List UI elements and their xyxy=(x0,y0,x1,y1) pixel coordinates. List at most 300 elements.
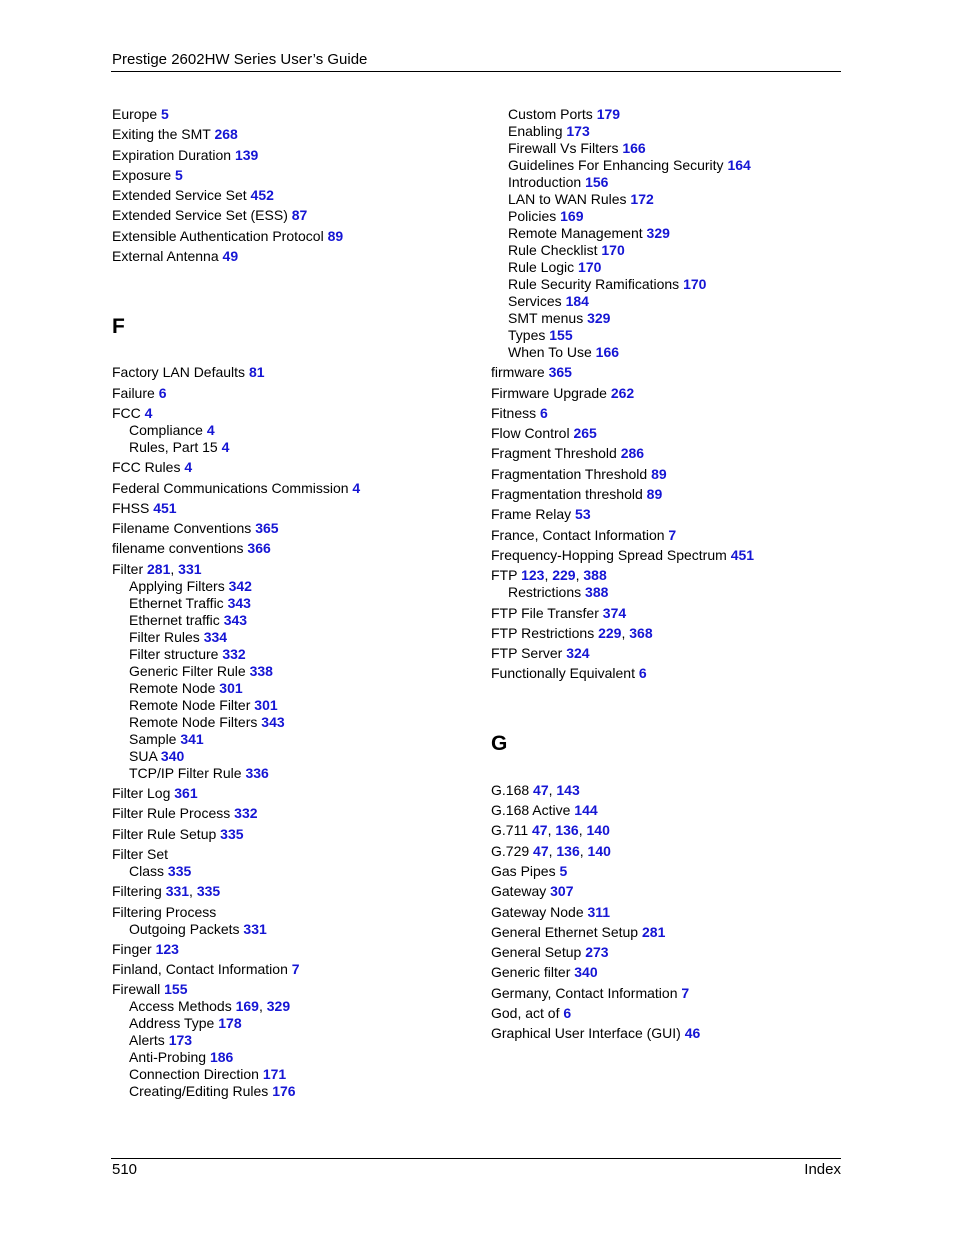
index-term: TCP/IP Filter Rule xyxy=(129,764,242,781)
index-entry xyxy=(112,147,360,164)
page-reference-link[interactable]: 176 xyxy=(272,1083,296,1100)
index-term: Extended Service Set (ESS) xyxy=(112,207,288,224)
index-term: G.168 xyxy=(491,781,530,798)
index-term: G.711 xyxy=(491,822,529,839)
index-entry xyxy=(112,883,360,900)
index-entry xyxy=(491,883,754,900)
page-reference-link[interactable]: 89 xyxy=(651,465,667,482)
index-subentry xyxy=(491,259,754,276)
index-term: Expiration Duration xyxy=(112,146,232,163)
page-reference-link[interactable]: 324 xyxy=(566,645,590,662)
index-entry xyxy=(112,904,360,921)
letter-spacer xyxy=(112,265,360,315)
letter-spacer xyxy=(112,339,360,361)
page-separator: , xyxy=(258,998,267,1015)
index-term: Remote Node Filter xyxy=(129,696,251,713)
index-subentry xyxy=(112,629,360,646)
index-term: Remote Management xyxy=(508,225,643,241)
index-subentry xyxy=(112,422,360,439)
page-reference-link[interactable]: 87 xyxy=(291,207,308,224)
index-entry xyxy=(491,405,754,422)
index-term: LAN to WAN Rules xyxy=(508,191,627,207)
page-reference-link[interactable]: 156 xyxy=(585,174,609,190)
page-reference-link[interactable]: 7 xyxy=(668,526,677,543)
index-term: Class xyxy=(129,862,165,879)
index-subentry xyxy=(112,697,360,714)
page-reference-link[interactable]: 4 xyxy=(206,421,215,438)
page-reference-link[interactable]: 262 xyxy=(610,384,635,401)
page-reference-link[interactable]: 170 xyxy=(578,259,602,275)
page-reference-link[interactable]: 301 xyxy=(254,696,278,713)
page-reference-link[interactable]: 123 xyxy=(521,567,545,584)
index-term: Firewall xyxy=(112,981,161,998)
page-reference-link[interactable]: 307 xyxy=(550,883,574,900)
index-subentry xyxy=(491,123,754,140)
index-term: God, act of xyxy=(491,1005,560,1022)
index-term: When To Use xyxy=(508,344,592,360)
page-reference-link[interactable]: 136 xyxy=(555,822,579,839)
index-term: Guidelines For Enhancing Security xyxy=(508,157,724,173)
page-reference-link[interactable]: 366 xyxy=(247,540,271,557)
index-term: Creating/Editing Rules xyxy=(129,1083,269,1100)
page-separator: , xyxy=(547,822,556,839)
page-reference-link[interactable]: 332 xyxy=(222,645,246,662)
index-entry xyxy=(112,167,360,184)
page-reference-link[interactable]: 7 xyxy=(291,961,300,978)
page-reference-link[interactable]: 311 xyxy=(587,903,611,920)
page-reference-link[interactable]: 5 xyxy=(175,166,183,183)
index-entry xyxy=(491,645,754,662)
page-reference-link[interactable]: 374 xyxy=(602,604,627,621)
index-term: Flow Control xyxy=(491,425,570,442)
index-term: Graphical User Interface (GUI) xyxy=(491,1025,681,1042)
index-term: SUA xyxy=(129,747,158,764)
page-reference-link[interactable]: 335 xyxy=(220,825,244,842)
page-reference-link[interactable]: 365 xyxy=(255,520,279,537)
page-reference-link[interactable]: 340 xyxy=(160,747,185,764)
index-subentry xyxy=(491,157,754,174)
index-subentry xyxy=(112,921,360,938)
page-reference-link[interactable]: 329 xyxy=(266,998,291,1015)
index-entry xyxy=(112,826,360,843)
index-term: G.168 Active xyxy=(491,802,571,819)
page-reference-link[interactable]: 170 xyxy=(683,276,707,292)
index-entry xyxy=(491,964,754,981)
page-number: 510 xyxy=(112,1161,138,1178)
index-subentry xyxy=(112,1015,360,1032)
index-subentry xyxy=(491,140,754,157)
section-name: Index xyxy=(804,1161,841,1178)
page-reference-link[interactable]: 4 xyxy=(184,459,193,476)
index-term: Filtering xyxy=(112,883,162,900)
page-reference-link[interactable]: 155 xyxy=(164,981,188,998)
index-term: Gateway xyxy=(491,883,547,900)
index-subentry xyxy=(491,584,754,601)
index-subentry xyxy=(112,680,360,697)
index-term: Exiting the SMT xyxy=(112,126,211,143)
index-term: Rule Logic xyxy=(508,259,575,275)
page-reference-link[interactable]: 140 xyxy=(587,842,611,859)
page-reference-link[interactable]: 368 xyxy=(629,624,653,641)
page-reference-link[interactable]: 169 xyxy=(235,998,259,1015)
page-reference-link[interactable]: 169 xyxy=(560,208,584,224)
page-reference-link[interactable]: 184 xyxy=(565,293,589,309)
index-term: Rule Checklist xyxy=(508,242,598,258)
page-reference-link[interactable]: 143 xyxy=(556,781,580,798)
page-reference-link[interactable]: 229 xyxy=(552,567,576,584)
page-reference-link[interactable]: 273 xyxy=(585,944,609,961)
index-term: Filter Rules xyxy=(129,628,200,645)
index-subentry xyxy=(112,595,360,612)
index-term: Finland, Contact Information xyxy=(112,961,288,978)
page-reference-link[interactable]: 338 xyxy=(249,662,273,679)
index-term: FTP Restrictions xyxy=(491,624,595,641)
page-reference-link[interactable]: 343 xyxy=(223,611,248,628)
index-term: Filter Rule Process xyxy=(112,805,231,822)
page-separator: , xyxy=(170,560,179,577)
index-subentry xyxy=(491,327,754,344)
page-reference-link[interactable]: 341 xyxy=(180,730,204,747)
index-term: Alerts xyxy=(129,1032,165,1049)
index-term: Extensible Authentication Protocol xyxy=(112,227,324,244)
index-subentry xyxy=(112,612,360,629)
index-term: FCC Rules xyxy=(112,459,181,476)
page-separator: , xyxy=(578,822,587,839)
page-reference-link[interactable]: 340 xyxy=(574,964,598,981)
index-entry xyxy=(112,805,360,822)
page-reference-link[interactable]: 89 xyxy=(646,486,663,503)
page-reference-link[interactable]: 335 xyxy=(196,883,221,900)
index-entry xyxy=(491,527,754,544)
index-subentry xyxy=(112,578,360,595)
index-term: External Antenna xyxy=(112,248,219,265)
page-reference-link[interactable]: 46 xyxy=(684,1025,701,1042)
page-reference-link[interactable]: 6 xyxy=(563,1005,572,1022)
index-column-right xyxy=(491,106,754,1042)
index-entry xyxy=(491,1025,754,1042)
page-reference-link[interactable]: 4 xyxy=(144,404,153,421)
index-term: Fragment Threshold xyxy=(491,445,617,462)
index-subentry xyxy=(491,293,754,310)
page-separator: , xyxy=(548,781,557,798)
page-reference-link[interactable]: 281 xyxy=(642,923,666,940)
page-reference-link[interactable]: 331 xyxy=(165,883,190,900)
index-term: Services xyxy=(508,293,562,309)
letter-spacer xyxy=(491,682,754,732)
page-reference-link[interactable]: 335 xyxy=(167,862,192,879)
index-term: Rules, Part 15 xyxy=(129,438,218,455)
index-entry xyxy=(491,547,754,564)
page-reference-link[interactable]: 451 xyxy=(730,546,755,563)
footer-divider xyxy=(111,1158,841,1159)
index-term: Functionally Equivalent xyxy=(491,665,635,682)
page-reference-link[interactable]: 47 xyxy=(533,781,549,798)
index-entry xyxy=(491,445,754,462)
index-term: Frame Relay xyxy=(491,506,572,523)
index-entry xyxy=(112,106,360,123)
index-subentry xyxy=(491,191,754,208)
page-reference-link[interactable]: 343 xyxy=(227,594,251,611)
index-entry xyxy=(491,985,754,1002)
index-term: Anti-Probing xyxy=(129,1049,207,1066)
page-reference-link[interactable]: 140 xyxy=(586,822,610,839)
index-subentry xyxy=(112,1032,360,1049)
page-reference-link[interactable]: 388 xyxy=(583,567,607,584)
index-entry xyxy=(112,961,360,978)
page-reference-link[interactable]: 139 xyxy=(234,146,259,163)
index-term: Firewall Vs Filters xyxy=(508,140,619,156)
index-subentry xyxy=(491,208,754,225)
index-term: General Ethernet Setup xyxy=(491,923,639,940)
page-separator: , xyxy=(544,567,553,584)
index-term: Enabling xyxy=(508,123,563,139)
index-term: Fragmentation threshold xyxy=(491,486,643,503)
page-reference-link[interactable]: 47 xyxy=(533,842,549,859)
index-subentry xyxy=(112,1049,360,1066)
page-reference-link[interactable]: 166 xyxy=(595,344,620,360)
index-term: Applying Filters xyxy=(129,577,225,594)
index-term: firmware xyxy=(491,364,545,381)
page-reference-link[interactable]: 365 xyxy=(548,364,572,381)
page-reference-link[interactable]: 6 xyxy=(158,384,167,401)
index-term: Rule Security Ramifications xyxy=(508,276,680,292)
index-entry xyxy=(112,941,360,958)
index-entry xyxy=(112,364,360,381)
page-reference-link[interactable]: 171 xyxy=(262,1066,287,1083)
index-term: Extended Service Set xyxy=(112,187,247,204)
index-entry xyxy=(112,228,360,245)
page-reference-link[interactable]: 4 xyxy=(352,479,361,496)
page-reference-link[interactable]: 331 xyxy=(178,560,202,577)
page-separator: , xyxy=(621,624,630,641)
index-term: Firmware Upgrade xyxy=(491,384,607,401)
index-entry xyxy=(491,904,754,921)
index-subentry xyxy=(112,998,360,1015)
index-entry xyxy=(112,500,360,517)
index-entry xyxy=(112,385,360,402)
index-entry xyxy=(112,520,360,537)
index-subentry xyxy=(491,344,754,361)
index-letter-heading: G xyxy=(491,732,508,756)
page-reference-link[interactable]: 451 xyxy=(153,499,177,516)
page-reference-link[interactable]: 342 xyxy=(228,577,252,594)
index-term: Outgoing Packets xyxy=(129,920,240,937)
index-term: General Setup xyxy=(491,944,582,961)
index-entry xyxy=(112,785,360,802)
page-reference-link[interactable]: 331 xyxy=(243,920,267,937)
index-subentry xyxy=(491,242,754,259)
index-subentry xyxy=(491,276,754,293)
page-reference-link[interactable]: 5 xyxy=(161,106,169,122)
index-term: Fitness xyxy=(491,404,537,421)
letter-spacer xyxy=(491,756,754,778)
index-entry xyxy=(491,1005,754,1022)
index-term: Introduction xyxy=(508,174,582,190)
index-term: FHSS xyxy=(112,499,150,516)
index-entry xyxy=(112,846,360,863)
index-entry xyxy=(491,364,754,381)
page-separator: , xyxy=(548,842,557,859)
index-entry xyxy=(491,466,754,483)
index-term: Filter xyxy=(112,560,144,577)
index-subentry xyxy=(112,663,360,680)
index-term: Gas Pipes xyxy=(491,862,556,879)
index-entry xyxy=(491,625,754,642)
page-separator: , xyxy=(579,842,588,859)
index-entry xyxy=(112,459,360,476)
page-reference-link[interactable]: 7 xyxy=(681,984,690,1001)
page-reference-link[interactable]: 336 xyxy=(245,764,269,781)
index-subentry xyxy=(112,863,360,880)
index-term: FTP xyxy=(491,567,518,584)
index-subentry xyxy=(491,310,754,327)
index-term: Filter Set xyxy=(112,845,169,862)
page-reference-link[interactable]: 123 xyxy=(155,940,179,957)
page-reference-link[interactable]: 47 xyxy=(532,822,548,839)
page-reference-link[interactable]: 155 xyxy=(549,327,573,343)
page-reference-link[interactable]: 144 xyxy=(574,802,598,819)
index-term: Connection Direction xyxy=(129,1066,259,1083)
index-term: SMT menus xyxy=(508,310,584,326)
index-term: Access Methods xyxy=(129,998,232,1015)
index-subentry xyxy=(112,765,360,782)
index-entry xyxy=(112,981,360,998)
page-reference-link[interactable]: 229 xyxy=(598,624,622,641)
index-term: Custom Ports xyxy=(508,106,593,122)
page-separator: , xyxy=(189,883,197,900)
index-term: Europe xyxy=(112,106,158,122)
index-entry xyxy=(491,802,754,819)
index-term: Remote Node Filters xyxy=(129,713,258,730)
index-entry xyxy=(491,924,754,941)
page-reference-link[interactable]: 81 xyxy=(248,364,265,381)
index-entry xyxy=(491,822,754,839)
index-entry xyxy=(112,480,360,497)
page-reference-link[interactable]: 164 xyxy=(727,157,751,173)
page-reference-link[interactable]: 329 xyxy=(646,225,670,241)
index-term: filename conventions xyxy=(112,540,244,557)
index-entry xyxy=(491,843,754,860)
page-reference-link[interactable]: 136 xyxy=(556,842,580,859)
page-reference-link[interactable]: 265 xyxy=(573,425,597,442)
page-reference-link[interactable]: 301 xyxy=(219,679,243,696)
page-reference-link[interactable]: 49 xyxy=(222,248,239,265)
page-reference-link[interactable]: 286 xyxy=(620,445,645,462)
page-reference-link[interactable]: 53 xyxy=(575,506,591,523)
index-term: Filename Conventions xyxy=(112,520,252,537)
index-term: Policies xyxy=(508,208,557,224)
page-reference-link[interactable]: 334 xyxy=(203,628,228,645)
index-term: Restrictions xyxy=(508,584,582,601)
index-subentry xyxy=(112,439,360,456)
index-term: Compliance xyxy=(129,421,203,438)
index-term: Types xyxy=(508,327,546,343)
index-term: Gateway Node xyxy=(491,903,584,920)
page-reference-link[interactable]: 172 xyxy=(630,191,654,207)
index-term: G.729 xyxy=(491,842,530,859)
index-term: Filter Log xyxy=(112,785,171,802)
page-reference-link[interactable]: 166 xyxy=(622,140,646,156)
page-reference-link[interactable]: 281 xyxy=(147,560,171,577)
index-entry xyxy=(112,561,360,578)
index-entry xyxy=(491,944,754,961)
index-entry xyxy=(491,567,754,584)
index-subentry xyxy=(491,174,754,191)
page-reference-link[interactable]: 173 xyxy=(168,1032,193,1049)
page-reference-link[interactable]: 4 xyxy=(221,438,230,455)
index-term: Filter structure xyxy=(129,645,219,662)
index-entry xyxy=(112,248,360,265)
index-subentry xyxy=(491,106,754,123)
page-reference-link[interactable]: 170 xyxy=(601,242,625,258)
index-entry xyxy=(112,187,360,204)
page-reference-link[interactable]: 5 xyxy=(559,862,568,879)
index-subentry xyxy=(112,714,360,731)
index-term: Filter Rule Setup xyxy=(112,825,217,842)
page-reference-link[interactable]: 186 xyxy=(209,1049,234,1066)
index-letter-heading: F xyxy=(112,315,125,339)
index-term: FTP File Transfer xyxy=(491,604,599,621)
index-term: FTP Server xyxy=(491,645,563,662)
index-entry xyxy=(112,405,360,422)
page-reference-link[interactable]: 6 xyxy=(638,665,647,682)
index-entry xyxy=(491,782,754,799)
page-reference-link[interactable]: 173 xyxy=(566,123,590,139)
index-term: France, Contact Information xyxy=(491,526,665,543)
page-reference-link[interactable]: 6 xyxy=(540,404,548,421)
index-subentry xyxy=(112,646,360,663)
index-subentry xyxy=(491,225,754,242)
index-term: Finger xyxy=(112,940,152,957)
index-entry xyxy=(491,605,754,622)
index-term: Generic filter xyxy=(491,964,571,981)
index-term: Ethernet Traffic xyxy=(129,594,224,611)
index-entry xyxy=(491,506,754,523)
index-term: Frequency-Hopping Spread Spectrum xyxy=(491,546,727,563)
index-term: Fragmentation Threshold xyxy=(491,465,648,482)
index-term: Generic Filter Rule xyxy=(129,662,246,679)
index-term: Address Type xyxy=(129,1015,215,1032)
page-reference-link[interactable]: 452 xyxy=(250,187,274,204)
index-term: Sample xyxy=(129,730,177,747)
index-term: Federal Communications Commission xyxy=(112,479,349,496)
index-subentry xyxy=(112,1066,360,1083)
page-reference-link[interactable]: 178 xyxy=(218,1015,242,1032)
index-entry xyxy=(112,126,360,143)
index-term: Germany, Contact Information xyxy=(491,984,678,1001)
index-subentry xyxy=(112,748,360,765)
index-term: FCC xyxy=(112,404,141,421)
page-reference-link[interactable]: 388 xyxy=(585,584,609,601)
index-entry xyxy=(491,425,754,442)
index-entry xyxy=(491,863,754,880)
index-term: Exposure xyxy=(112,166,172,183)
page-reference-link[interactable]: 268 xyxy=(214,126,238,143)
page-reference-link[interactable]: 329 xyxy=(587,310,611,326)
page-reference-link[interactable]: 343 xyxy=(261,713,285,730)
index-term: Remote Node xyxy=(129,679,216,696)
document-title: Prestige 2602HW Series User’s Guide xyxy=(112,51,368,68)
index-entry xyxy=(491,665,754,682)
index-subentry xyxy=(112,731,360,748)
header-divider xyxy=(111,71,841,72)
page-reference-link[interactable]: 361 xyxy=(174,785,198,802)
page-reference-link[interactable]: 179 xyxy=(596,106,621,122)
page-reference-link[interactable]: 332 xyxy=(234,805,258,822)
page-reference-link[interactable]: 89 xyxy=(327,227,344,244)
index-term: Ethernet traffic xyxy=(129,611,220,628)
index-column-left xyxy=(112,106,360,1100)
